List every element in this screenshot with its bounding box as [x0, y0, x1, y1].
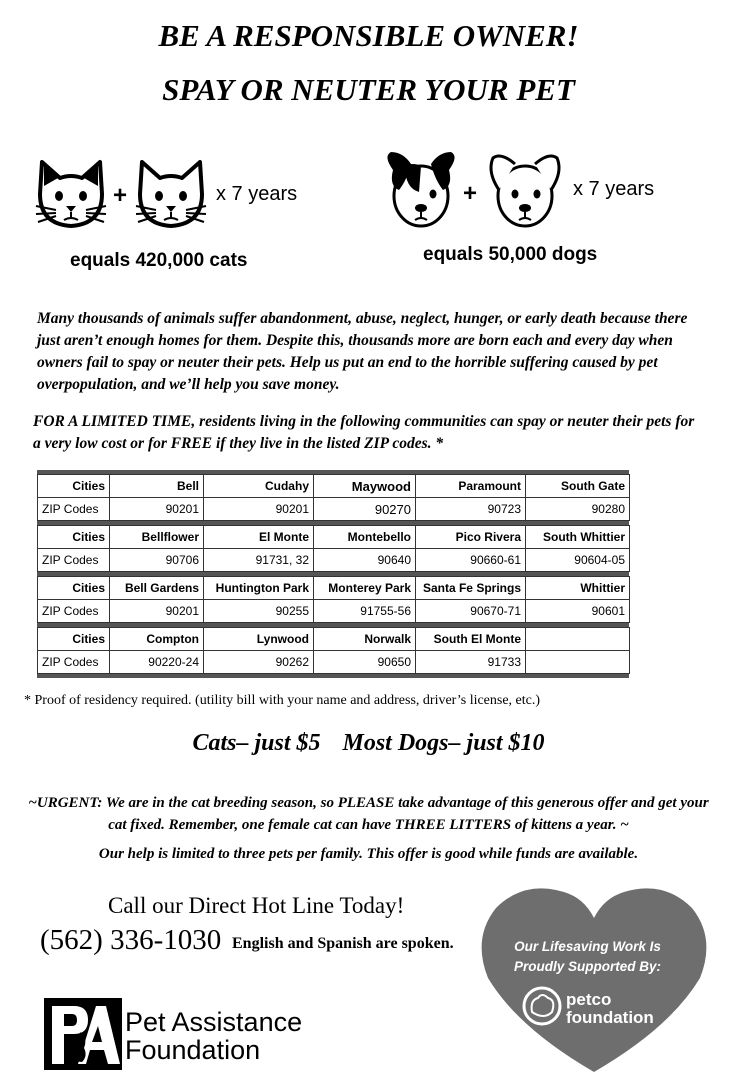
city-cell: Compton	[110, 628, 204, 651]
city-cell: Pico Rivera	[416, 526, 526, 549]
cities-row	[38, 526, 630, 549]
zip-label: ZIP Codes	[38, 549, 110, 572]
city-cell: Bell	[110, 475, 204, 498]
prices-line	[0, 730, 737, 757]
zip-block	[37, 474, 629, 525]
zip-cell	[526, 651, 630, 674]
zip-row	[38, 549, 630, 572]
petco-brand-line-2: foundation	[566, 1008, 654, 1027]
zip-row	[38, 651, 630, 674]
city-cell: Montebello	[314, 526, 416, 549]
cities-label: Cities	[38, 526, 110, 549]
cities-row	[38, 628, 630, 651]
cities-label: Cities	[38, 628, 110, 651]
city-cell: Bellflower	[110, 526, 204, 549]
dog-price: Most Dogs– just $10	[342, 730, 545, 756]
petco-brand-line-1: petco	[566, 990, 612, 1009]
city-cell: Bell Gardens	[110, 577, 204, 600]
city-cell: El Monte	[204, 526, 314, 549]
phone-number[interactable]: (562) 336-1030	[40, 924, 222, 956]
city-cell: Cudahy	[204, 475, 314, 498]
cities-row	[38, 475, 630, 498]
zip-cell: 90660-61	[416, 549, 526, 572]
languages-note: English and Spanish are spoken.	[232, 935, 454, 952]
cities-label: Cities	[38, 475, 110, 498]
call-prompt: Call our Direct Hot Line Today!	[108, 893, 405, 918]
zip-cell: 90201	[110, 498, 204, 521]
sponsor-line-2: Proudly Supported By:	[513, 959, 661, 974]
city-cell: Huntington Park	[204, 577, 314, 600]
petco-pets-icon	[520, 984, 566, 1030]
paf-name-line-2: Foundation	[125, 1035, 261, 1065]
intro-paragraph: Many thousands of animals suffer abandonment, abuse, neglect, hunger, or early death because there just aren’t enough homes for them. Despite this, thousands more are born each and every day when owners fail to spay or neuter their pets. Help us put an end to the horrible suffering caused by pet overpopulation, and we’ll help you save money.	[37, 310, 688, 393]
cat-result: equals 420,000 cats	[70, 250, 248, 271]
zip-code-table	[37, 470, 629, 678]
cat-price: Cats– just $5	[192, 730, 321, 756]
city-cell: Lynwood	[204, 628, 314, 651]
dog-multiplier: x 7 years	[573, 178, 655, 200]
city-cell: South El Monte	[416, 628, 526, 651]
zip-cell: 90670-71	[416, 600, 526, 623]
urgent-notice: ~URGENT: We are in the cat breeding season, so PLEASE take advantage of this generous offer and get your cat fixed. Remember, one female cat can have THREE LITTERS of kittens a year. ~	[28, 795, 709, 833]
city-cell: Paramount	[416, 475, 526, 498]
headline-line-2: SPAY OR NEUTER YOUR PET	[162, 72, 575, 107]
dog-face-icon	[487, 150, 563, 232]
zip-cell: 90201	[110, 600, 204, 623]
cities-row	[38, 577, 630, 600]
city-cell: South Whittier	[526, 526, 630, 549]
zip-cell: 91731, 32	[204, 549, 314, 572]
zip-cell: 90723	[416, 498, 526, 521]
city-cell: Maywood	[314, 475, 416, 498]
cat-face-icon	[34, 156, 108, 234]
limit-note: Our help is limited to three pets per family. This offer is good while funds are available.	[98, 846, 639, 862]
zip-block	[37, 525, 629, 576]
limited-time-paragraph: FOR A LIMITED TIME, residents living in the following communities can spay or neuter their pets for a very low cost or for FREE if they live in the listed ZIP codes. *	[33, 413, 695, 452]
zip-block	[37, 576, 629, 627]
headline-line-1: BE A RESPONSIBLE OWNER!	[158, 18, 579, 53]
zip-cell: 90262	[204, 651, 314, 674]
zip-label: ZIP Codes	[38, 498, 110, 521]
zip-cell: 90255	[204, 600, 314, 623]
zip-row	[38, 600, 630, 623]
zip-label: ZIP Codes	[38, 651, 110, 674]
cat-plus-sign: +	[113, 182, 128, 209]
sponsor-line-1: Our Lifesaving Work Is	[514, 939, 661, 954]
city-cell	[526, 628, 630, 651]
zip-cell: 90650	[314, 651, 416, 674]
cat-face-icon	[134, 156, 208, 234]
zip-cell: 90220-24	[110, 651, 204, 674]
zip-cell: 90640	[314, 549, 416, 572]
city-cell: Norwalk	[314, 628, 416, 651]
zip-label: ZIP Codes	[38, 600, 110, 623]
paf-name-line-1: Pet Assistance	[125, 1007, 303, 1037]
zip-cell: 90280	[526, 498, 630, 521]
zip-cell: 90706	[110, 549, 204, 572]
paf-logo-icon	[44, 998, 122, 1070]
zip-block	[37, 627, 629, 674]
zip-cell: 90604-05	[526, 549, 630, 572]
zip-cell: 90601	[526, 600, 630, 623]
zip-cell: 91733	[416, 651, 526, 674]
dog-face-icon	[383, 150, 459, 232]
cat-multiplier: x 7 years	[216, 183, 298, 205]
city-cell: Whittier	[526, 577, 630, 600]
zip-cell: 90270	[314, 498, 416, 521]
city-cell: Monterey Park	[314, 577, 416, 600]
dog-result: equals 50,000 dogs	[423, 244, 598, 265]
city-cell: South Gate	[526, 475, 630, 498]
proof-of-residency-note: * Proof of residency required. (utility bill with your name and address, driver’s license, etc.)	[24, 693, 541, 708]
dog-plus-sign: +	[463, 180, 478, 207]
zip-cell: 91755-56	[314, 600, 416, 623]
zip-row	[38, 498, 630, 521]
zip-cell: 90201	[204, 498, 314, 521]
city-cell: Santa Fe Springs	[416, 577, 526, 600]
cities-label: Cities	[38, 577, 110, 600]
